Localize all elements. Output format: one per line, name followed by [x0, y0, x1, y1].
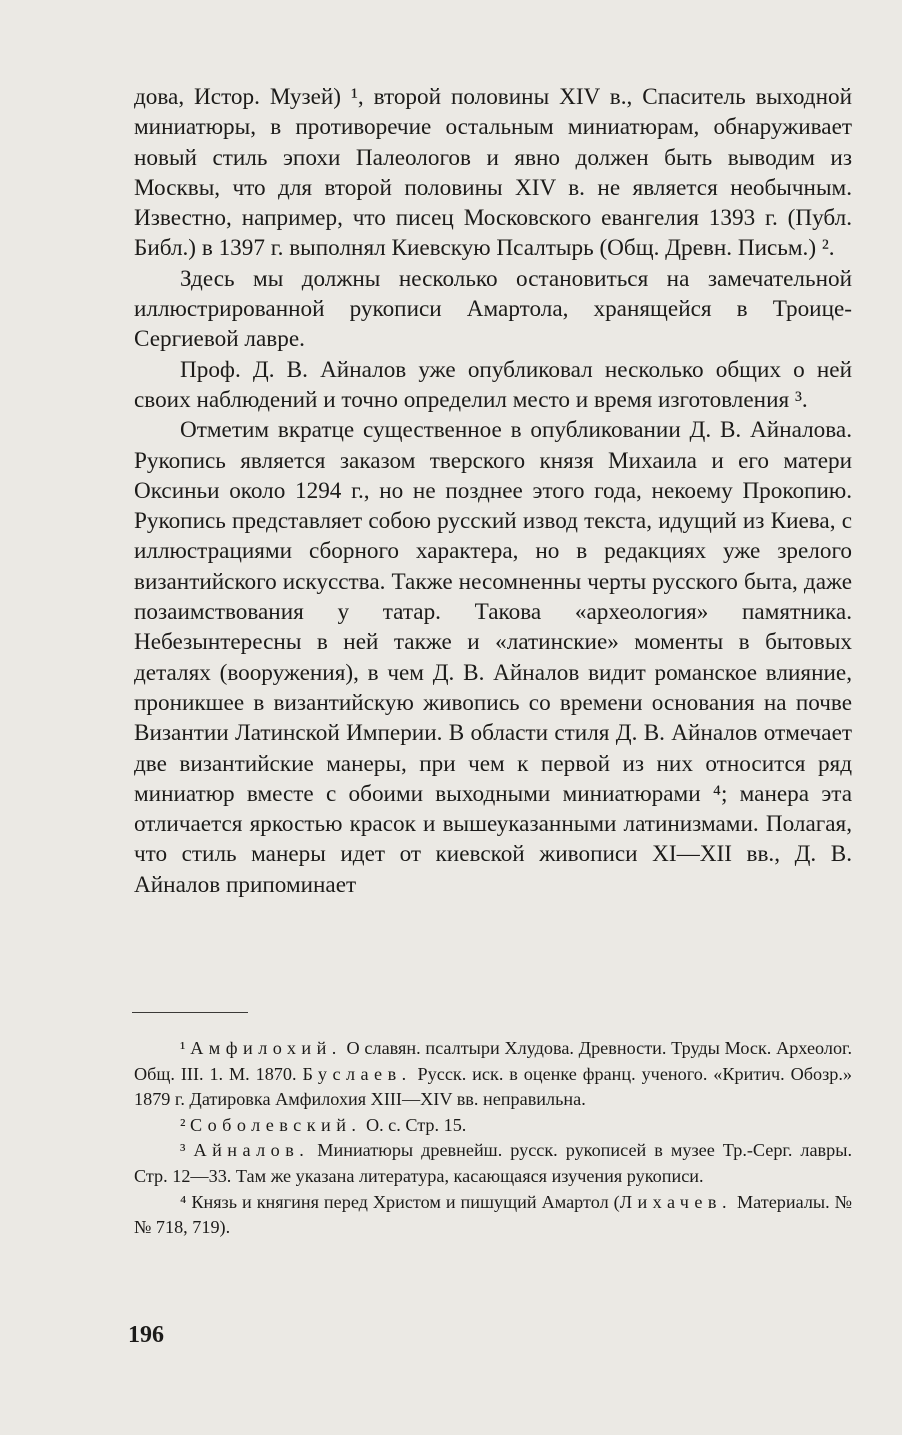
page-number: 196: [128, 1322, 164, 1348]
footnote-1: [134, 1036, 852, 1113]
footnote-3: [134, 1138, 852, 1189]
footnote-1-text-2: Русск. иск. в оценке франц. ученого. «Критич. Обозр.» 1879 г. Датировка Амфилохия XIII—XIV вв. неправильна.: [134, 1063, 853, 1110]
footnote-2-author: Соболевский.: [190, 1114, 362, 1135]
footnote-separator: [132, 1012, 248, 1013]
footnote-1-author-2: Буслаев.: [302, 1063, 412, 1084]
footnote-1-author: Амфилохий.: [190, 1038, 342, 1058]
paragraph-3: Проф. Д. В. Айналов уже опубликовал несколько общих о ней своих наблюдений и точно определил место и время изготовления ³.: [134, 356, 852, 413]
main-text: [134, 82, 852, 900]
footnote-2-marker: ²: [180, 1114, 186, 1135]
footnote-2: [134, 1113, 852, 1139]
paragraph-1: дова, Истор. Музей) ¹, второй половины XIV в., Спаситель выходной миниатюры, в противоречие остальным миниатюрам, обнаруживает новый стиль эпохи Палеологов и явно должен быть выводим из Москвы, что для второй половины XIV в. не является необычным. Известно, например, что писец Московского евангелия 1393 г. (Публ. Библ.) в 1397 г. выполнял Киевскую Псалтырь (Общ. Древн. Письм.) ².: [134, 84, 852, 262]
footnote-1-text: О славян. псалтыри Хлудова. Древности. Труды Моск. Археолог. Общ. III. 1. М. 1870.: [134, 1038, 852, 1084]
footnotes: [134, 1036, 852, 1241]
footnote-4-text: Князь и княгиня перед Христом и пишущий Амартол (: [191, 1191, 620, 1212]
footnote-4-author: Лихачев.: [619, 1191, 732, 1212]
footnote-2-text: О. с. Стр. 15.: [361, 1114, 467, 1135]
footnote-4-marker: ⁴: [180, 1191, 187, 1212]
paragraph-4: Отметим вкратце существенное в опубликовании Д. В. Айналова. Рукопись является заказом тверского князя Михаила и его матери Оксиньи около 1294 г., но не позднее этого года, некоему Прокопию. Рукопись представляет собою русский извод текста, идущий из Киева, с иллюстрациями сборного характера, но в редакциях уже зрелого византийского искусства. Также несомненны черты русского быта, даже позаимствования у татар. Такова «археология» памятника. Небезынтересны в ней также и «латинские» моменты в бытовых деталях (вооружения), в чем Д. В. Айналов видит романское влияние, проникшее в византийскую живопись со времени основания на почве Византии Латинской Империи. В области стиля Д. В. Айналов отмечает две византийские манеры, при чем к первой из них относится ряд миниатюр вместе с обоими выходными миниатюрами ⁴; манера эта отличается яркостью красок и вышеуказанными латинизмами. Полагая, что стиль манеры идет от киевской живописи XI—XII вв., Д. В. Айналов припоминает: [134, 417, 852, 898]
footnote-4: [134, 1190, 852, 1241]
footnote-3-text: Миниатюры древнейш. русск. рукописей в музее Тр.-Серг. лавры. Стр. 12—33. Там же указана литература, касающаяся изучения рукописи.: [134, 1140, 852, 1186]
paragraph-2: Здесь мы должны несколько остановиться на замечательной иллюстрированной рукописи Амартола, хранящейся в Троице-Сергиевой лавре.: [134, 265, 852, 353]
footnote-4-text-2: Материалы. №№ 718, 719).: [134, 1191, 852, 1238]
footnote-3-author: Айналов.: [193, 1140, 310, 1161]
footnote-1-marker: ¹: [180, 1038, 186, 1058]
footnote-3-marker: ³: [180, 1140, 186, 1161]
